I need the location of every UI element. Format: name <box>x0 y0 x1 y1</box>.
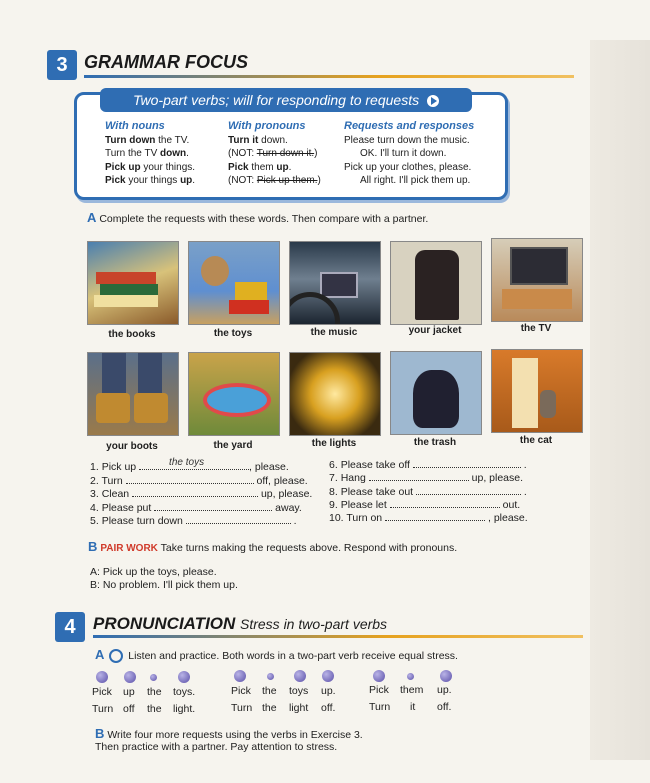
exercise-item-2: 2. Turn off, please. <box>90 475 308 487</box>
pron-word: toys. <box>173 686 196 698</box>
audio-icon[interactable] <box>427 95 439 107</box>
pron-word: up <box>123 686 135 698</box>
answer-blank[interactable] <box>385 511 485 521</box>
answer-blank[interactable] <box>126 474 254 484</box>
yard-image <box>188 352 280 436</box>
answer-blank[interactable] <box>132 487 258 497</box>
col-heading: With pronouns <box>228 120 306 132</box>
section-number-3: 3 <box>47 50 77 80</box>
stress-dot <box>178 671 190 683</box>
exercise-a-instruction: A Complete the requests with these words. Then compare with a partner. <box>87 210 429 225</box>
grammar-line: Pick your things up. <box>105 175 196 186</box>
pron-word: them <box>400 684 424 696</box>
col-heading: Requests and responses <box>344 120 475 132</box>
answer-blank[interactable] <box>416 485 521 495</box>
picture-label: the trash <box>413 437 457 448</box>
section-title-grammar-focus: GRAMMAR FOCUS <box>84 52 248 72</box>
grammar-line: Turn the TV down. <box>105 148 189 159</box>
picture-label: the music <box>310 327 358 338</box>
grammar-line: Pick up your clothes, please. <box>344 161 472 173</box>
pron-word: up. <box>321 685 336 697</box>
exercise-item-7: 7. Hang up, please. <box>329 472 524 484</box>
pron-word: Turn <box>231 702 253 714</box>
exercise-item-5: 5. Please turn down . <box>90 515 297 527</box>
grammar-line: All right. I'll pick them up. <box>360 175 471 186</box>
grammar-line: OK. I'll turn it down. <box>360 148 447 159</box>
pronunciation-b-line2: Then practice with a partner. Pay attention to stress. <box>95 741 338 753</box>
grammar-line: (NOT: Turn down it.) <box>228 148 318 159</box>
section-rule <box>84 75 574 78</box>
exercise-item-1: 1. Pick up the toys , please. <box>90 457 289 473</box>
grammar-line: (NOT: Pick up them.) <box>228 175 321 186</box>
stress-dot <box>234 670 246 682</box>
trash-image <box>390 351 482 435</box>
col-heading: With nouns <box>105 120 165 132</box>
picture-label: your boots <box>106 441 158 452</box>
answer-blank[interactable] <box>154 501 272 511</box>
pron-word: toys <box>289 685 309 697</box>
pron-word: Pick <box>369 684 389 696</box>
lights-image <box>289 352 381 436</box>
picture-label: your jacket <box>408 325 462 336</box>
answer-blank[interactable] <box>186 514 291 524</box>
stress-dot <box>267 673 274 680</box>
pron-word: Turn <box>369 701 391 713</box>
pronunciation-b-line1: B Write four more requests using the verbs in Exercise 3. <box>95 726 363 741</box>
cat-image <box>491 349 583 433</box>
jacket-image <box>390 241 482 325</box>
exercise-item-6: 6. Please take off . <box>329 459 527 471</box>
exercise-item-8: 8. Please take out . <box>329 486 527 498</box>
grammar-banner-text: Two-part verbs; will for responding to requests <box>133 92 420 108</box>
section-title-pronunciation: PRONUNCIATION <box>93 614 236 633</box>
stress-dot <box>124 671 136 683</box>
grammar-line: Pick up your things. <box>105 161 196 173</box>
music-image <box>289 241 381 325</box>
stress-dot <box>150 674 157 681</box>
pron-word: off. <box>321 702 336 714</box>
grammar-line: Turn it down. <box>228 134 288 146</box>
pron-word: Pick <box>231 685 251 697</box>
books-image <box>87 241 179 325</box>
dialog-line-b: B: No problem. I'll pick them up. <box>90 579 238 591</box>
boots-image <box>87 352 179 436</box>
stress-dot <box>373 670 385 682</box>
stress-dot <box>294 670 306 682</box>
pron-word: the <box>262 685 277 697</box>
answer-blank[interactable] <box>390 498 500 508</box>
answer-blank[interactable] <box>369 471 469 481</box>
exercise-item-10: 10. Turn on , please. <box>329 512 528 524</box>
pron-word: off. <box>437 701 452 713</box>
pronunciation-a-instruction: A Listen and practice. Both words in a two-part verb receive equal stress. <box>95 647 458 662</box>
pron-word: the <box>147 703 162 715</box>
stress-dot <box>407 673 414 680</box>
grammar-col-nouns <box>105 120 195 188</box>
pair-work-tag: PAIR WORK <box>100 543 158 554</box>
exercise-item-4: 4. Please put away. <box>90 502 302 514</box>
tv-image <box>491 238 583 322</box>
pron-word: light. <box>173 703 196 715</box>
stress-dot <box>440 670 452 682</box>
grammar-col-pronouns <box>228 120 321 188</box>
section-rule <box>93 635 583 638</box>
picture-label: the lights <box>311 438 357 449</box>
section-subtitle: Stress in two-part verbs <box>240 616 388 632</box>
answer-blank[interactable] <box>413 458 521 468</box>
pron-word: the <box>262 702 277 714</box>
exercise-b-instruction: B PAIR WORK Take turns making the requests above. Respond with pronouns. <box>88 539 458 554</box>
grammar-col-requests <box>344 120 474 188</box>
pron-word: up. <box>437 684 452 696</box>
dialog-line-a: A: Pick up the toys, please. <box>90 566 217 578</box>
grammar-line: Please turn down the music. <box>344 134 470 146</box>
answer-blank[interactable]: the toys <box>139 460 249 470</box>
exercise-item-3: 3. Clean up, please. <box>90 488 313 500</box>
audio-icon[interactable] <box>109 649 123 663</box>
picture-label: the yard <box>213 440 253 451</box>
toys-image <box>188 241 280 325</box>
stress-dot <box>322 670 334 682</box>
pron-word: light <box>289 702 309 714</box>
grammar-line: Pick them up. <box>228 161 292 173</box>
picture-label: the cat <box>519 435 553 446</box>
pron-word: the <box>147 686 162 698</box>
pron-word: Pick <box>92 686 112 698</box>
section-number-4: 4 <box>55 612 85 642</box>
picture-label: the TV <box>520 323 552 334</box>
pron-word: off <box>123 703 135 715</box>
picture-label: the books <box>108 329 156 340</box>
picture-label: the toys <box>213 328 253 339</box>
grammar-line: Turn down the TV. <box>105 134 190 146</box>
pron-word: it <box>410 701 416 713</box>
exercise-item-9: 9. Please let out. <box>329 499 521 511</box>
adjacent-page-edge <box>590 40 650 760</box>
pron-word: Turn <box>92 703 114 715</box>
stress-dot <box>96 671 108 683</box>
grammar-banner <box>100 88 472 112</box>
